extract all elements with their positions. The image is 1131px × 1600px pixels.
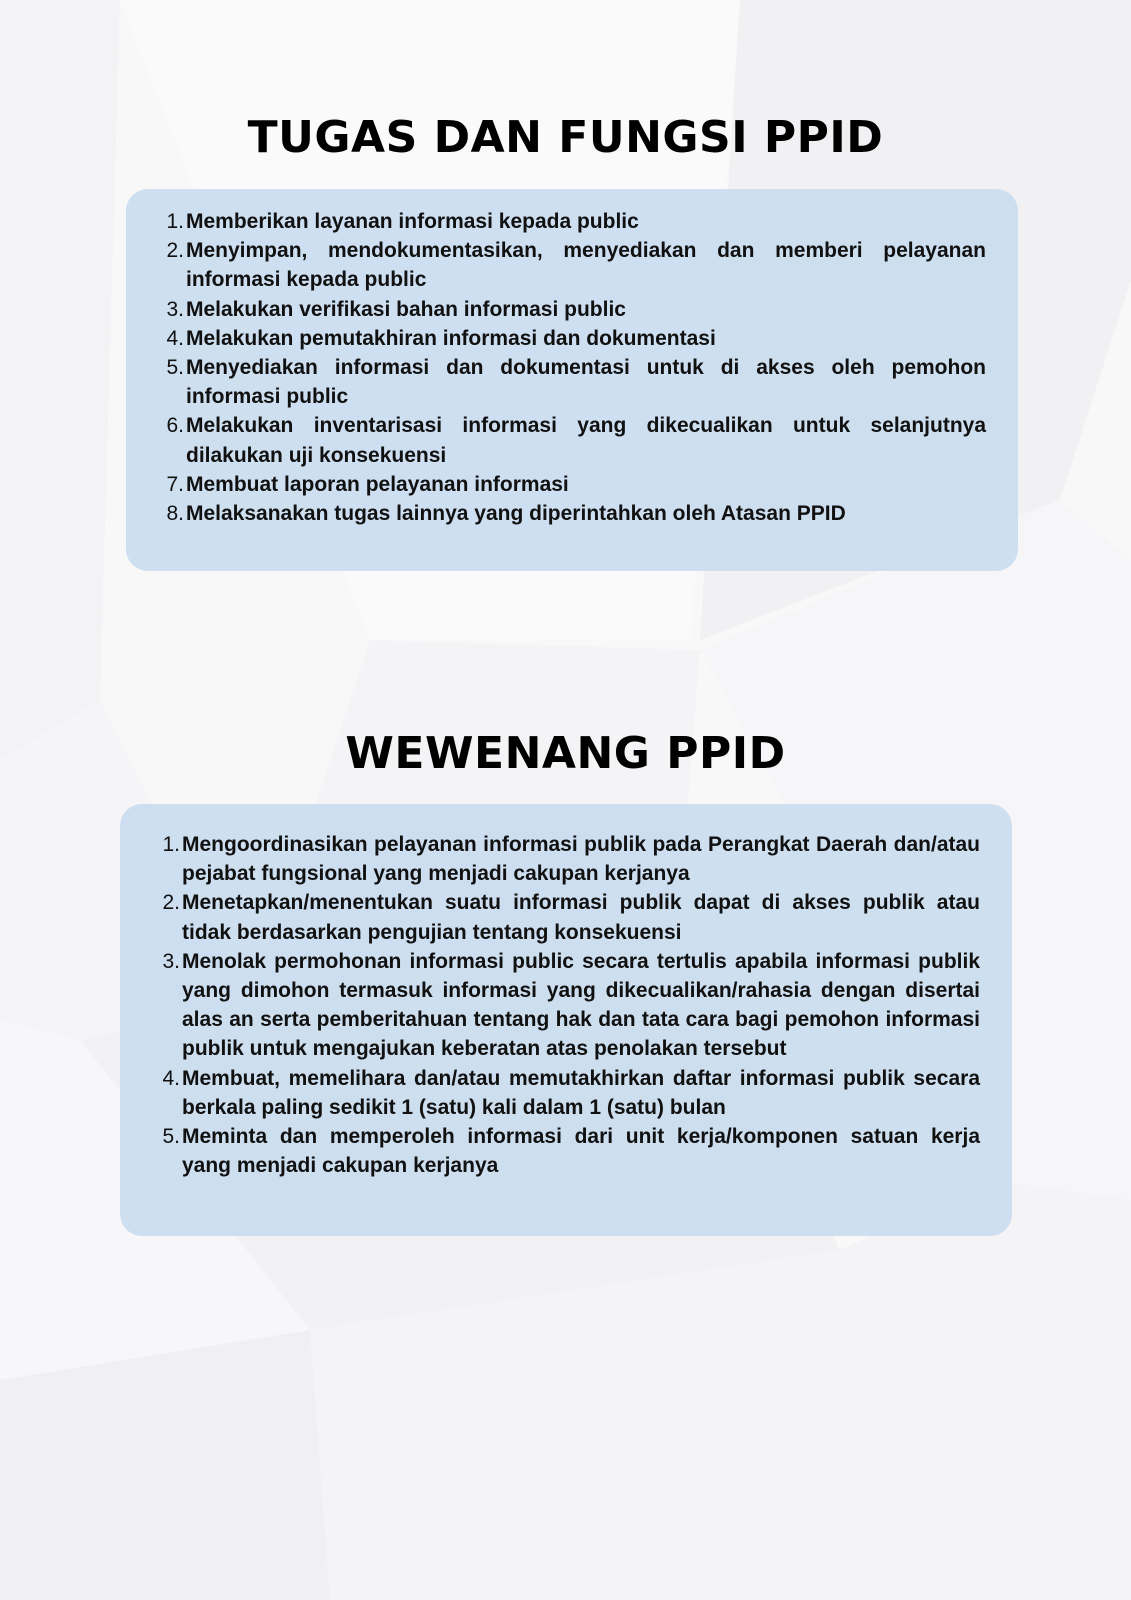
list-item [158,888,980,946]
list-item [158,1122,980,1180]
section-title-tugas: TUGAS DAN FUNGSI PPID [247,112,884,163]
item-text: Melaksanakan tugas lainnya yang diperintahkan oleh Atasan PPID [186,502,846,526]
item-text: Mengoordinasikan pelayanan informasi publik pada Perangkat Daerah dan/atau pejabat fungsional yang menjadi cakupan kerjanya [182,833,980,886]
tugas-panel [126,189,1018,571]
item-number: 1. [162,833,180,856]
item-number: 2. [166,239,184,263]
item-number: 3. [162,949,180,973]
item-number: 3. [166,297,184,321]
item-number: 5. [162,1125,180,1149]
list-item [162,207,986,236]
item-text: Melakukan inventarisasi informasi yang dikecualikan untuk selanjutnya dilakukan uji konsekuensi [186,414,986,467]
item-text: Melakukan pemutakhiran informasi dan dokumentasi [186,326,716,350]
item-text: Menolak permohonan informasi public secara tertulis apabila informasi publik yang dimohon termasuk informasi yang dikecualikan/rahasia dengan disertai alas an serta pemberitahuan tentang hak dan tata cara bagi pemohon informasi publik untuk mengajukan keberatan atas penolakan tersebut [182,949,980,1061]
item-text: Melakukan verifikasi bahan informasi public [186,297,626,321]
item-text: Menetapkan/menentukan suatu informasi publik dapat di akses publik atau tidak berdasarkan pengujian tentang konsekuensi [182,891,980,944]
item-number: 4. [166,326,184,350]
list-item [162,411,986,469]
item-number: 7. [166,472,184,496]
item-number: 2. [162,891,180,915]
item-text: Membuat, memelihara dan/atau memutakhirkan daftar informasi publik secara berkala paling sedikit 1 (satu) kali dalam 1 (satu) bulan [182,1066,980,1119]
wewenang-panel [120,804,1012,1236]
item-number: 5. [166,356,184,380]
item-text: Menyediakan informasi dan dokumentasi untuk di akses oleh pemohon informasi public [186,356,986,409]
list-item [162,324,986,353]
item-number: 4. [162,1066,180,1090]
list-item [162,295,986,324]
item-text: Menyimpan, mendokumentasikan, menyediakan dan memberi pelayanan informasi kepada public [186,239,986,292]
list-item [162,499,986,528]
item-text: Meminta dan memperoleh informasi dari unit kerja/komponen satuan kerja yang menjadi cakupan kerjanya [182,1125,980,1178]
section-title-wewenang: WEWENANG PPID [345,728,786,779]
item-text: Membuat laporan pelayanan informasi [186,472,569,496]
list-item [162,353,986,411]
list-item [158,1064,980,1122]
list-item [158,830,980,888]
wewenang-list [158,830,980,1180]
list-item [162,470,986,499]
list-item [162,236,986,294]
item-number: 6. [166,414,184,438]
list-item [158,947,980,1064]
tugas-list [162,207,986,528]
item-number: 1. [166,210,184,233]
item-number: 8. [166,502,184,526]
item-text: Memberikan layanan informasi kepada public [186,210,639,233]
